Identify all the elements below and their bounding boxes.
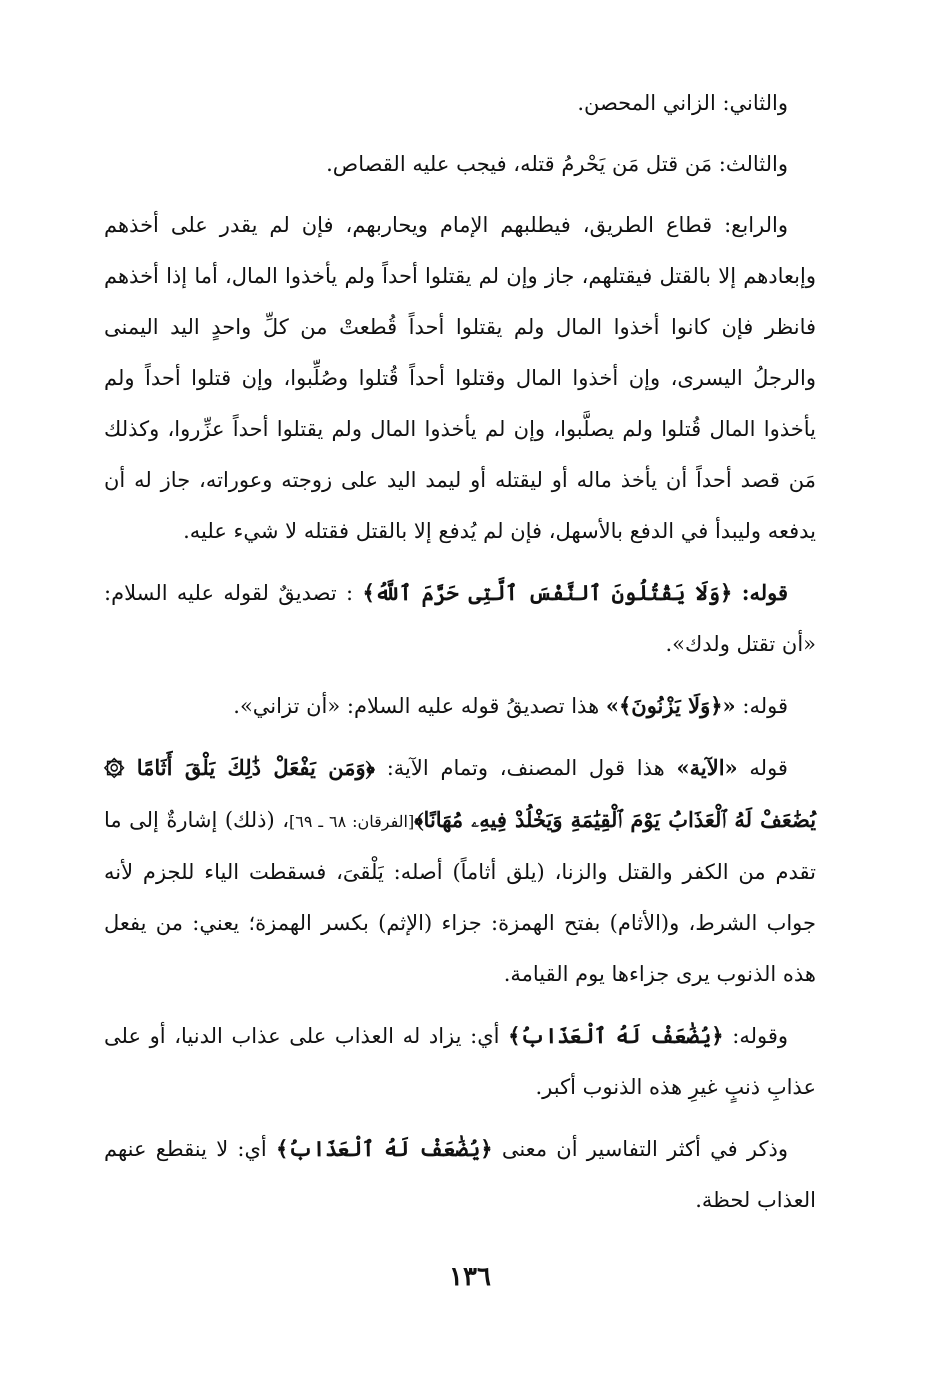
commentary-text: : تصديقٌ لقوله عليه السلام: «أن تقتل ولدك». xyxy=(104,581,816,656)
verse-label: قوله xyxy=(749,756,788,780)
verse-close-bracket: ﴾» xyxy=(605,693,632,718)
commentary-text: أي: يزاد له العذاب على عذاب الدنيا، أو على عذابِ ذنبٍ غيرِ هذه الذنوب أكبر. xyxy=(104,1024,816,1099)
verse-label: وقوله: xyxy=(732,1024,789,1048)
commentary-text: وذكر في أكثر التفاسير أن معنى xyxy=(501,1137,788,1161)
quran-verse: يُضَٰعَفْ لَهُ ٱلْعَذَابُ xyxy=(520,1023,712,1048)
quote-open: « xyxy=(724,755,738,780)
paragraph-third-category: والثالث: مَن قتل مَن يَحْرمُ قتله، فيجب عليه القصاص. xyxy=(326,152,788,176)
bold-term: الآية xyxy=(689,755,725,780)
paragraph-fourth-category: والرابع: قطاع الطريق، فيطلبهم الإمام ويحاربهم، فإن لم يقدر على أخذهم وإبعادهم إلا بالقتل فيقتلهم، جاز وإن لم يقتلوا أحداً ولم يأخذوا المال، أما إذا أخذهم فانظر فإن كانوا أخذوا المال ولم يقتلوا أحداً قُطعتْ من كلِّ واحدٍ اليد اليمنى والرجلُ اليسرى، وإن أخذوا المال وقتلوا أحداً قُتلوا وصُلِّبوا، وإن قتلوا أحداً ولم يأخذوا المال قُتلوا ولم يصلَّبوا، وإن لم يأخذوا المال ولم يقتلوا أحداً عزِّروا، وكذلك مَن قصد أحداً أن يأخذ ماله أو ليقتله أو ليمد اليد على زوجته وعوراته، جاز له أن يدفعه وليبدأ في الدفع بالأسهل، فإن لم يُدفع إلا بالقتل فقتله لا شيء عليه. xyxy=(104,213,816,543)
surah-reference: [الفرقان: ٦٨ ـ ٦٩] xyxy=(289,812,415,831)
quote-close: » xyxy=(676,755,690,780)
quran-verse: وَلَا يَزْنُونَ xyxy=(631,693,711,718)
quran-verse: يُضَٰعَفْ لَهُ ٱلْعَذَابُ xyxy=(288,1136,481,1161)
page-body xyxy=(104,78,816,1308)
commentary-text: أي: لا ينقطع عنهم العذاب لحظة. xyxy=(104,1137,816,1212)
verse-open-bracket: ﴿ xyxy=(720,580,733,605)
verse-open-bracket: «﴿ xyxy=(710,693,736,718)
verse-open-bracket: ﴿ xyxy=(480,1136,493,1161)
verse-close-bracket: ﴾ xyxy=(508,1023,521,1048)
verse-open-bracket: ﴿ xyxy=(365,755,375,780)
verse-label: قوله: xyxy=(741,580,788,605)
quran-verse: وَلَا يَقْتُلُونَ ٱلنَّفْسَ ٱلَّتِى حَرَّمَ ٱللَّهُ xyxy=(374,580,721,605)
verse-close-bracket: ﴾ xyxy=(414,807,424,832)
verse-open-bracket: ﴿ xyxy=(711,1023,724,1048)
quran-verse: وَمَن يَفْعَلْ ذَٰلِكَ يَلْقَ أَثَامًا ۞ يُضَٰعَفْ لَهُ ٱلْعَذَابُ يَوْمَ ٱلْقِيَٰمَةِ وَيَخْلُدْ فِيهِۦ مُهَانًا xyxy=(104,755,817,832)
verse-label: قوله: xyxy=(742,694,788,718)
commentary-text: هذا تصديقُ قوله عليه السلام: «أن تزاني». xyxy=(233,694,600,718)
commentary-text: ، (ذلك) إشارةٌ إلى ما تقدم من الكفر والقتل والزنا، (يلق أثاماً) أصله: يَلْقىَ، فسقطت الياء للجزم لأنه جواب الشرط، و(الأثام) بفتح الهمزة: جزاء (الإثم) بكسر الهمزة؛ يعني: من يفعل هذه الذنوب يرى جزاءها يوم القيامة. xyxy=(104,808,816,986)
paragraph-second-category: والثاني: الزاني المحصن. xyxy=(577,91,788,115)
page-number: ١٣٦ xyxy=(449,1262,491,1292)
paragraph-the-verse xyxy=(104,742,816,1000)
verse-close-bracket: ﴾ xyxy=(362,580,375,605)
commentary-text: هذا قول المصنف، وتمام الآية: xyxy=(386,756,665,780)
paragraph-doubled-punishment xyxy=(104,1010,816,1113)
paragraph-tafsir-meaning xyxy=(104,1123,816,1226)
verse-close-bracket: ﴾ xyxy=(275,1136,289,1161)
paragraph-verse-no-killing xyxy=(104,567,816,670)
paragraph-verse-no-adultery xyxy=(104,680,816,732)
